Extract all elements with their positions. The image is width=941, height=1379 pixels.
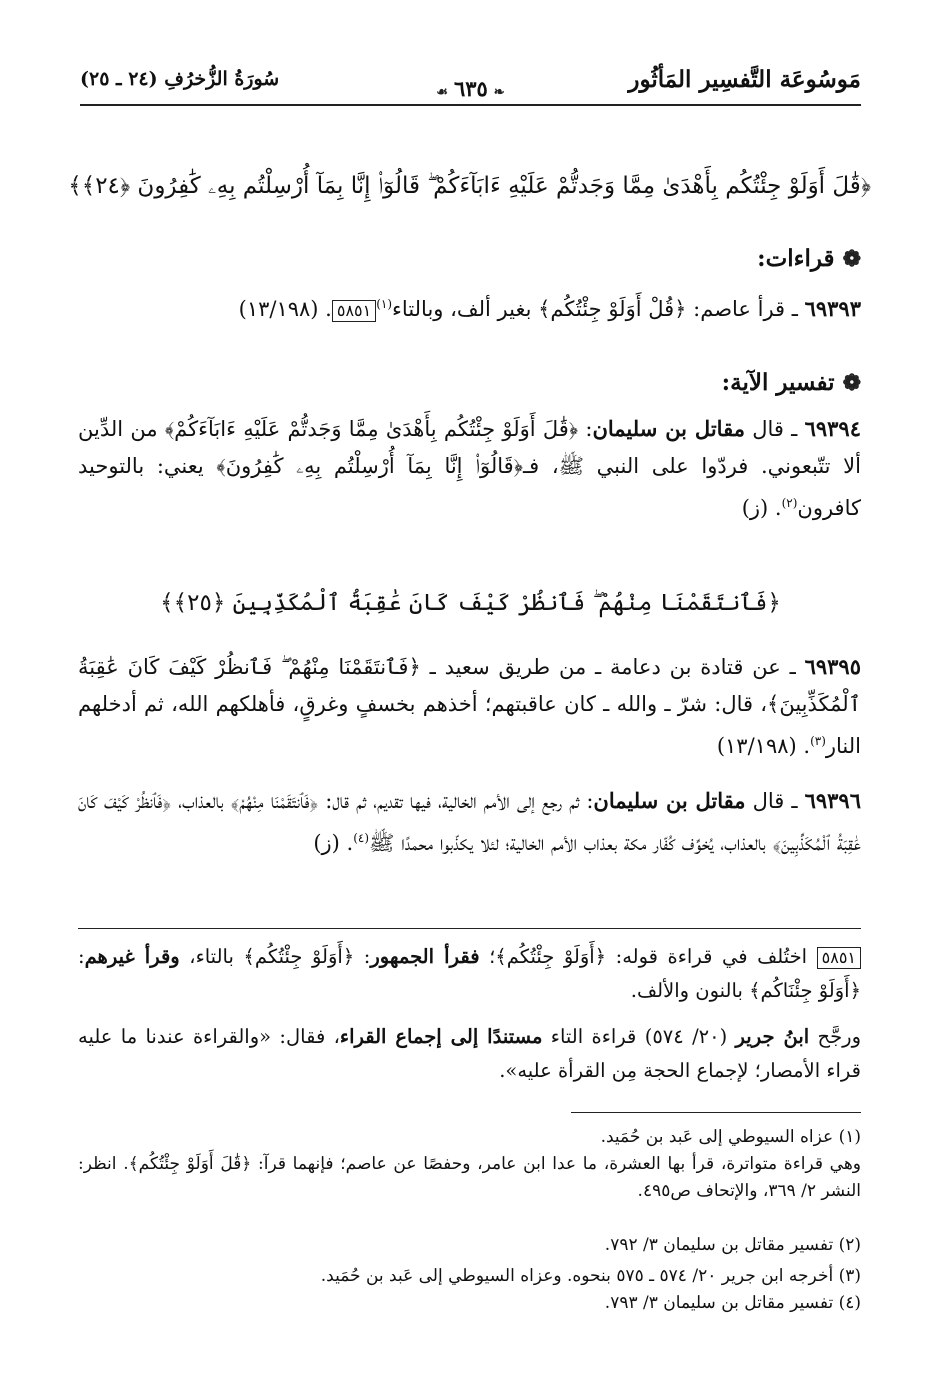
note-text: : ﴿أَوَلَوْ جِئْنَاكُم﴾ بالنون والألف. xyxy=(78,945,861,1002)
header-divider xyxy=(80,104,861,106)
flower-ornament-icon: ❁ xyxy=(842,370,861,396)
note-text: (٢٠/ ٥٧٤) قراءة التاء xyxy=(542,1025,736,1048)
narration-69394 xyxy=(78,410,861,527)
narration-69395 xyxy=(78,648,861,765)
narration-lead: ـ قال xyxy=(744,417,805,441)
ornament-icon: ❧ xyxy=(493,85,505,100)
section-tafsir-label: تفسير الآية: xyxy=(721,369,835,396)
note-emphasis: مستندًا إلى إجماع القراء xyxy=(339,1025,543,1048)
commentary-ref-box[interactable]: ٥٨٥١ xyxy=(332,300,376,322)
commentary-tarjih xyxy=(78,1020,861,1088)
narration-number: ٦٩٣٩٥ xyxy=(804,654,861,679)
commentary-divider xyxy=(78,928,861,929)
ornament-icon: ☙ xyxy=(436,85,448,100)
narration-text: ـ عن قتادة بن دعامة ـ من طريق سعيد ـ ﴿فَٱنتَقَمْنَا مِنْهُمْ ۖ فَٱنظُرْ كَيْفَ كَانَ عَٰقِبَةُ ٱلْمُكَذِّبِينَ﴾، قال: شرّ ـ والله ـ كان عاقبتهم؛ أخذهم بخسفٍ وغرقٍ، فأهلكهم الله، ثم أدخلهم النار xyxy=(78,655,861,758)
page-header xyxy=(80,62,861,108)
section-tafsir xyxy=(722,366,861,400)
narration-text: : ثم رجع إلى الأمم الخالية، فيها تقديم، ثم قال: ﴿فَٱنتَقَمْنَا مِنْهُمْ﴾ بالعذاب، ﴿فَٱنظُرْ كَيْفَ كَانَ عَٰقِبَةُ ٱلْمُكَذِّبِينَ﴾ بالعذاب، يُخوِّف كُفّار مكة بعذاب الأمم الخالية؛ لئلا يكذّبوا محمدًا ﷺ xyxy=(78,789,861,855)
footnote-ref[interactable]: (١) xyxy=(376,297,393,311)
commentary-note-5851 xyxy=(78,940,861,1008)
footnote-2: (٢) تفسير مقاتل بن سليمان ٣/ ٧٩٢. xyxy=(604,1235,861,1255)
note-text: : ﴿أَوَلَوْ جِئْتُكُم﴾ بالتاء، xyxy=(179,945,371,968)
note-text: ورجَّح xyxy=(809,1025,861,1048)
footnote-ref[interactable]: (٣) xyxy=(810,734,826,748)
note-text: اختُلف في قراءة قوله: ﴿أَوَلَوْ جِئْتُكُم﴾؛ xyxy=(479,945,817,968)
footnote-1: (١) عزاه السيوطي إلى عَبد بن حُمَيد. xyxy=(600,1127,861,1147)
footnotes-divider xyxy=(571,1112,861,1113)
narration-text: ـ قرأ عاصم: ﴿قُلْ أَوَلَوْ جِئْتُكُم﴾ بغير ألف، وبالتاء xyxy=(392,297,805,321)
footnote-4: (٤) تفسير مقاتل بن سليمان ٣/ ٧٩٣. xyxy=(604,1293,861,1313)
narration-text: : ﴿قَٰلَ أَوَلَوْ جِئْتُكُم بِأَهْدَىٰ مِمَّا وَجَدتُّمْ عَلَيْهِ ءَابَآءَكُمْ﴾ من الدِّين ألا تتّبعوني. فردّوا على النبي ﷺ، فـ﴿قَالُوٓا۟ إِنَّا بِمَآ أُرْسِلْتُم بِهِۦ كَٰفِرُونَ﴾ يعني: بالتوحيد كافرون xyxy=(78,417,861,520)
narrator-name: مقاتل بن سليمان xyxy=(593,788,746,813)
narration-number: ٦٩٣٩٦ xyxy=(804,788,861,813)
quran-verse-24: ﴿قَٰلَ أَوَلَوْ جِئْتُكُم بِأَهْدَىٰ مِمَّا وَجَدتُّمْ عَلَيْهِ ءَابَآءَكُمْ ۖ قَالُوٓا۟ إِنَّا بِمَآ أُرْسِلْتُم بِهِۦ كَٰفِرُونَ ﴿٢٤﴾﴾ xyxy=(68,173,871,199)
footnote-1-continued: وهي قراءة متواترة، قرأ بها العشرة، ما عدا ابن عامر، وحفصًا عن عاصم؛ فإنهما قرآ: ﴿قَٰلَ أَوَلَوْ جِئْتُكُم﴾. انظر: النشر ٢/ ٣٦٩، والإتحاف ص٤٩٥. xyxy=(78,1154,861,1201)
narrator-name: مقاتل بن سليمان xyxy=(592,416,745,441)
commentary-number-box: ٥٨٥١ xyxy=(817,947,861,969)
narration-number: ٦٩٣٩٣ xyxy=(804,296,861,321)
book-title: مَوسُوعَة التَّفسِير المَأثُور xyxy=(628,66,861,93)
narration-lead: ـ قال xyxy=(745,789,805,813)
note-emphasis: وقرأ غيرهم xyxy=(84,945,180,968)
narration-69393 xyxy=(78,286,861,328)
note-emphasis: ابنُ جرير xyxy=(735,1025,810,1048)
section-qiraat-label: قراءات: xyxy=(757,245,835,272)
volume-ref: . (١٣/١٩٨) xyxy=(238,297,332,321)
narration-number: ٦٩٣٩٤ xyxy=(804,416,861,441)
surah-reference: سُورَةُ الزُّخرُفِ (٢٤ ـ ٢٥) xyxy=(80,68,280,90)
narration-69396 xyxy=(78,782,861,862)
flower-ornament-icon: ❁ xyxy=(842,246,861,272)
footnote-3: (٣) أخرجه ابن جرير ٢٠/ ٥٧٤ ـ ٥٧٥ بنحوه. وعزاه السيوطي إلى عَبد بن حُمَيد. xyxy=(320,1266,861,1286)
quran-verse-25: ﴿فَٱنتَقَمْنَا مِنْهُمْ ۖ فَٱنظُرْ كَيْفَ كَانَ عَٰقِبَةُ ٱلْمُكَذِّبِينَ ﴿٢٥﴾﴾ xyxy=(160,590,781,616)
volume-ref: . (١٣/١٩٨) xyxy=(716,734,811,758)
page-number-text: ٦٣٥ xyxy=(453,76,488,101)
footnote-ref[interactable]: (٢) xyxy=(781,496,798,510)
section-qiraat xyxy=(757,242,861,276)
note-emphasis: فقرأ الجمهور xyxy=(370,945,480,968)
source-code: . (ز) xyxy=(741,496,782,520)
footnote-ref[interactable]: (٤) xyxy=(353,831,370,845)
source-code: . (ز) xyxy=(313,831,354,855)
note-text: ، فقال: «والقراءة عندنا ما عليه قراء الأمصار؛ لإجماع الحجة مِن القرأة عليه». xyxy=(78,1025,861,1082)
